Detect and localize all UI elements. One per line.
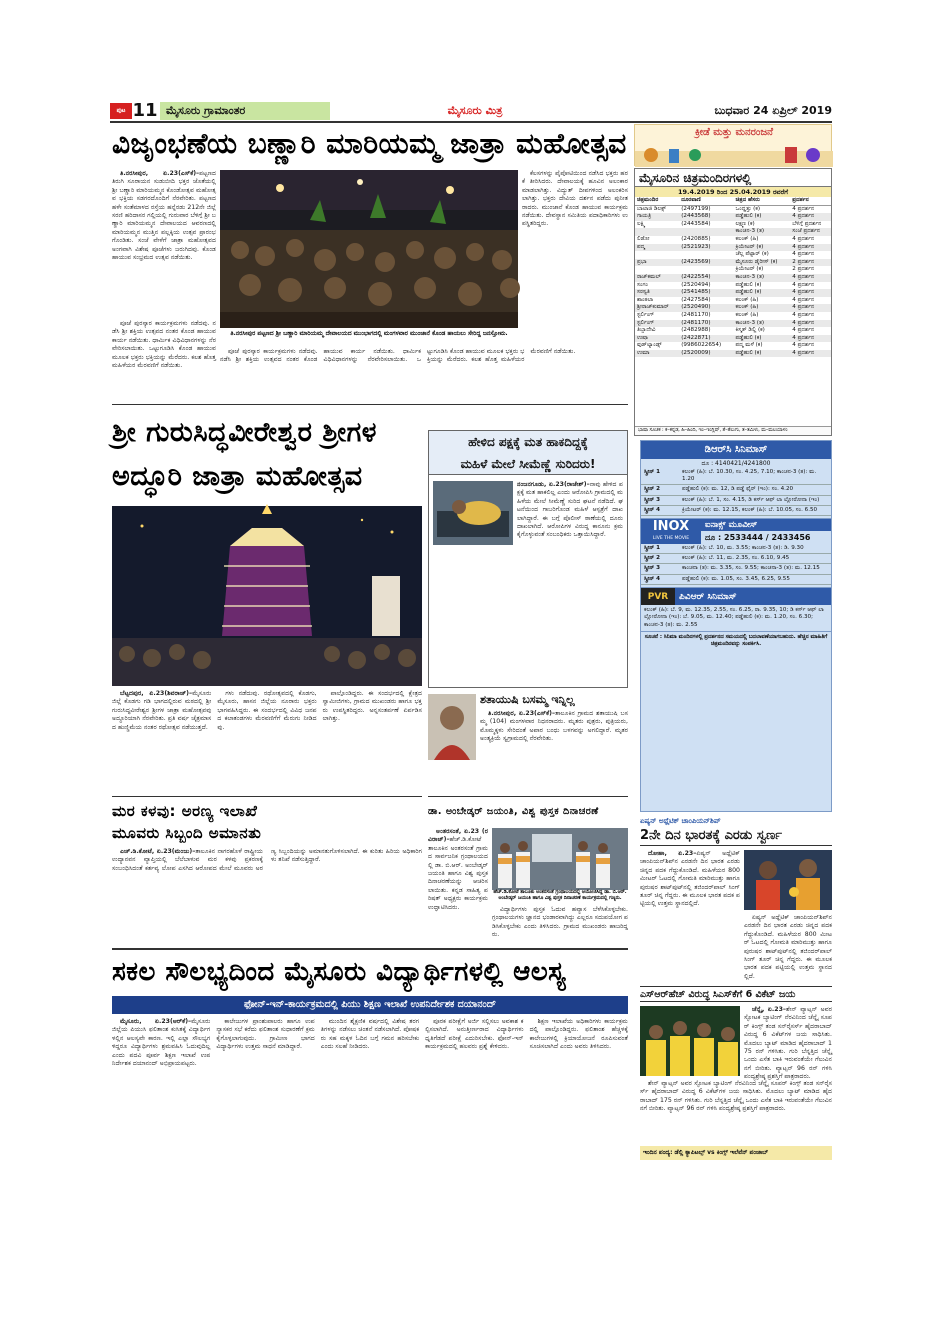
table-cell: ಕಲಂಕ್ (ಹಿ) — [735, 311, 759, 318]
page-header — [110, 100, 832, 122]
story1-text-col1: ಪಟ್ಟಣದ ತಿರುಗಿ ಸೂರಾಯನ ಸುಡುಬೀದಿ ಭಕ್ತರ ಜೊತೆಯಲ್ಲಿ ಶ್ರೀ ಬಣ್ಣಾರಿ ಮಾರಿಯಮ್ಮನ ಕೊಂಡೋತ್ಸವ ಮಹೋತ್ಸವ ಭಕ್ತಿಯ ಸಡಗರದೊಂದಿಗೆ ನೆರವೇರಿತು. ಪಟ್ಟಣದ ಹಳೇ ಸಂತೆಮಾಳದ ರಸ್ತೆಯ ಹನ್ನೆರಡು 212ನೇ ಜಿಲ್ಲೆ ಸರಣಿ ಹರಿದಾಸರ ಗಲ್ಲಿಯಲ್ಲಿ ಗುರುವಾರ ಬೆಳಿಗ್ಗೆ ಶ್ರೀ ಬಣ್ಣಾರಿ ಮಾರಿಯಮ್ಮನ ದೇವಾಲಯದ ಆವರಣದಲ್ಲಿ ಮಾರಿಯಮ್ಮನ ಮುತ್ತಿನ ಪಲ್ಲಕ್ಕಿಯ ಉತ್ಸವ ಪ್ರಾರಂಭಗೊಂಡಿತು. ಸಂಜೆ ವೇಳೆಗೆ ಜಾತ್ರಾ ಮಹೋತ್ಸವದ ಅಂಗವಾಗಿ ವಿಶೇಷ ಪೂಜೆಗಳು ಜರುಗಿದವು. ಕೊಂಡ ಹಾಯುವ ಸಂಭ್ರಮದ ಉತ್ಸವ ನಡೆಯಿತು. — [112, 170, 216, 262]
story5-body — [480, 710, 628, 790]
pvr-header — [641, 587, 831, 605]
table-cell: (2481170) — [679, 320, 733, 328]
crowd-photo — [220, 170, 518, 328]
table-row — [635, 244, 831, 252]
table-cell: 4 ಪ್ರದರ್ಶನ — [792, 235, 815, 242]
table-cell: 4 ಪ್ರದರ್ಶನ — [790, 274, 831, 282]
table-row — [635, 205, 831, 213]
sports2-body — [744, 1006, 832, 1081]
table-row — [635, 327, 831, 335]
story1-text-col2: ಕೆಲಸಗಳನ್ನು ಪೈಪೋಟಿಯಿಂದ ನಡೆಸಿದ ಭಕ್ತರು ಹರಕೆ ತೀರಿಸಿದರು. ದೇವಾಲಯಕ್ಕೆ ಹೂವಿನ ಅಲಂಕಾರ ಮಾಡಲಾಗಿತ್ತು. ವಿದ್ಯುತ್ ದೀಪಗಳಿಂದ ಅಲಂಕರಿಸಲಾಗಿತ್ತು. ಭಕ್ತರು ದೇವಿಯ ದರ್ಶನ ಪಡೆದು ಪುನೀತರಾದರು. ಮುಂಜಾನೆ ಕೊಂಡ ಹಾಯುವ ಕಾರ್ಯಕ್ರಮ ನಡೆಯಿತು. ದೇವಸ್ಥಾನ ಸಮಿತಿಯ ಪದಾಧಿಕಾರಿಗಳು ಉಪಸ್ಥಿತರಿದ್ದರು. — [522, 170, 628, 228]
showtimes: ಪಡ್ಡೆಹುಲಿ (ಕ): ಮ. 12, ಡಿ ಪಡ್ಡೆ ಫೈರ್ (ಇಂ): ಸಂ. 4.20 — [682, 486, 794, 493]
table-cell: 4 ಪ್ರದರ್ಶನ — [792, 342, 815, 349]
story1-dateline: ತಿ.ನರಸೀಪುರ, ಏ.23(ಎಸ್‌ಕೆ)– — [120, 170, 200, 177]
showtimes: ಪಡ್ಡೆಹುಲಿ (ಕ): ಮ. 1.05, ಸಂ. 3.45, 6.25, 9.55 — [682, 575, 790, 582]
list-item — [641, 506, 831, 516]
table-cell: (2497199) — [681, 205, 711, 212]
page-number: 11 — [132, 100, 158, 121]
story6-body-right — [492, 906, 628, 944]
table-row — [635, 335, 831, 343]
inox-header — [641, 518, 831, 544]
table-cell: ಕ್ರಿಯೇಟರ್ (ಕ) — [734, 244, 791, 252]
story1-text-bottom-2: ಪೂಜೆ ಪುರಸ್ಕಾರ ಕಾರ್ಯಕ್ರಮಗಳು ನಡೆದವು. ನಡೆಸಿ ಶ್ರೀ ಶಕ್ತಿಯ ಉತ್ಸವದ ನಂತರ ಕೊಂಡ ಹಾಯುವ ಕಾರ್ಯ ನಡೆಯಿತು. ಧಾರ್ಮಿಕ ವಿಧಿವಿಧಾನಗಳನ್ನು ನೆರವೇರಿಸಲಾಯಿತು. ಒಟ್ಟುಗೂಡಿಸಿ ಕೊಂಡ ಹಾಯುವ ಮೂಲಕ ಭಕ್ತರು ಭಕ್ತಿಯನ್ನು ಮೆರೆದರು. ಕಲಶ ಹೊತ್ತ ಮಹಿಳೆಯರ ಮೆರವಣಿಗೆ ನಡೆಯಿತು. — [220, 348, 576, 364]
sports1-block — [640, 816, 832, 982]
entertainment-banner-title: ಕ್ರೀಡೆ ಮತ್ತು ಮನರಂಜನೆ — [694, 127, 774, 138]
theatres-header-cell: ದೂರವಾಣಿ — [681, 197, 701, 203]
page-label: ಪುಟ — [110, 103, 132, 119]
story1-text-bottom: ಪೂಜೆ ಪುರಸ್ಕಾರ ಕಾರ್ಯಕ್ರಮಗಳು ನಡೆದವು. ನಡೆಸಿ ಶ್ರೀ ಶಕ್ತಿಯ ಉತ್ಸವದ ನಂತರ ಕೊಂಡ ಹಾಯುವ ಕಾರ್ಯ ನಡೆಯಿತು. ಧಾರ್ಮಿಕ ವಿಧಿವಿಧಾನಗಳನ್ನು ನೆರವೇರಿಸಲಾಯಿತು. ಒಟ್ಟುಗೂಡಿಸಿ ಕೊಂಡ ಹಾಯುವ ಮೂಲಕ ಭಕ್ತರು ಭಕ್ತಿಯನ್ನು ಮೆರೆದರು. ಕಲಶ ಹೊತ್ತ ಮಹಿಳೆಯರ ಮೆರವಣಿಗೆ ನಡೆಯಿತು. — [112, 320, 216, 370]
story7-text-col5: ಶಿಕ್ಷಣ ಇಲಾಖೆಯ ಅಧಿಕಾರಿಗಳು ಕಾರ್ಯಕ್ರಮದಲ್ಲಿ ಪಾಲ್ಗೊಂಡಿದ್ದರು. ಫಲಿತಾಂಶ ಹೆಚ್ಚಳಕ್ಕೆ ಕಾಲೇಜುಗಳಲ್ಲಿ ಕ್ರಿಯಾಯೋಜನೆ ರೂಪಿಸುವಂತೆ ಸೂಚಿಸಲಾಗಿದೆ ಎಂದು ಅವರು ತಿಳಿಸಿದರು. — [529, 1018, 628, 1051]
table-cell: ಲಕ್ಷ್ಮಣ (ಕ) — [735, 220, 755, 227]
table-cell: 4 ಪ್ರದರ್ಶನ — [790, 320, 831, 328]
screen-label: ಸ್ಕ್ರೀನ್ 1 — [644, 545, 661, 552]
table-row — [635, 297, 831, 305]
table-cell: ಲಿಡೋ — [637, 235, 650, 242]
story2-text-col1: ಮೈಸೂರು ಜಿಲ್ಲೆ ಕೊಡಗು ಗಡಿ ಭಾಗದಲ್ಲಿರುವ ಮಠದಲ್ಲಿ ಶ್ರೀ ಗುರುಸಿದ್ಧವೀರೇಶ್ವರ ಶ್ರೀಗಳ ಜಾತ್ರಾ ಮಹೋತ್ಸವವು ಅದ್ಧೂರಿಯಾಗಿ ನೆರವೇರಿತು. ಪ್ರತಿ ವರ್ಷ ಚೈತ್ರಮಾಸದ ಹುಣ್ಣಿಮೆಯ ನಂತರ ರಥೋತ್ಸವ ನಡೆಯುತ್ತದೆ. — [112, 690, 212, 731]
inox-schedule — [641, 544, 831, 585]
cricket-team-photo — [640, 1006, 740, 1076]
table-cell: (2541485) — [679, 289, 733, 297]
screen-label: ಸ್ಕ್ರೀನ್ 1 — [644, 469, 661, 475]
story3-dateline: ನಂಜನಗೂಡು, ಏ.23(ರಾಜೇಶ್)– — [517, 481, 590, 488]
table-cell: (2427584) — [681, 296, 711, 303]
list-item — [641, 564, 831, 574]
table-cell: ಶಾಂತಲಾ — [637, 296, 654, 303]
table-cell: (2482988) — [681, 327, 711, 334]
table-cell: ಸಂಜೆ ಪ್ರದರ್ಶನ — [790, 228, 831, 236]
table-row — [635, 274, 831, 282]
sports2-body-2 — [640, 1080, 832, 1144]
table-cell: (2520494) — [681, 281, 711, 288]
sports1-photo — [744, 850, 832, 910]
table-cell: (9986022654) — [681, 342, 722, 349]
table-cell: ಕಲಂಕ್ (ಹಿ) — [735, 235, 759, 242]
showtimes: ಕಾಂಚನಾ (ತ): ಮ. 3.35, ಸಂ. 9.55; ಕಾಂಚನಾ-3 (ತ): ಮ. 12.15 — [682, 565, 820, 572]
pvr-title: ಪಿವಿಆರ್ ಸಿನಿಮಾಸ್ — [675, 588, 831, 605]
story3-body — [433, 481, 623, 685]
list-item — [641, 575, 831, 585]
drc-schedule — [641, 468, 831, 516]
story5-headline: ಶತಾಯುಷಿ ಬಸಮ್ಮ ಇನ್ನಿಲ್ಲ — [480, 693, 575, 706]
table-row — [635, 304, 831, 312]
story2-body — [112, 690, 422, 790]
table-cell: 2 ಪ್ರದರ್ಶನ — [792, 266, 815, 273]
table-cell: 4 ಪ್ರದರ್ಶನ — [790, 213, 831, 221]
table-cell: 4 ಪ್ರದರ್ಶನ — [790, 289, 831, 297]
table-cell: (2422871) — [679, 335, 733, 343]
table-cell: 4 ಪ್ರದರ್ಶನ — [792, 311, 815, 318]
table-cell: ಸ್ಟರ್ಲಿಂಗ್ — [637, 311, 655, 318]
chariot-festival-photo — [112, 506, 422, 686]
story2-photo — [112, 506, 422, 686]
table-row — [635, 342, 831, 350]
theatres-footnote: ಭಾಷಾ ಸೂಚಕ : ಕ–ಕನ್ನಡ, ಹಿ–ಹಿಂದಿ, ಇಂ–ಇಂಗ್ಲಿಷ್, ತೆ–ತೆಲುಗು, ತ–ತಮಿಳು, ಮ–ಮಲಯಾಳಂ — [635, 426, 831, 435]
table-cell: ಬಾಲಾಜಿ ಡಿಲಕ್ಸ್ — [637, 205, 666, 212]
table-cell: (2520490) — [679, 304, 733, 312]
showtimes: ಕಲಂಕ್ (ಹಿ): ಬೆ. 11, ಮ. 2.35, ಸಂ. 6.10, 9.45 — [682, 555, 790, 562]
screen-label: ಸ್ಕ್ರೀನ್ 4 — [644, 506, 661, 513]
table-cell: 4 ಪ್ರದರ್ಶನ — [792, 205, 815, 212]
section-name: ಮೈಸೂರು ಗ್ರಾಮಾಂತರ — [160, 102, 330, 120]
screen-label: ಸ್ಕ್ರೀನ್ 3 — [644, 496, 661, 503]
table-cell — [635, 228, 679, 236]
event-photo — [492, 828, 628, 890]
story6-headline: ಡಾ. ಅಂಬೇಡ್ಕರ್ ಜಯಂತಿ, ವಿಶ್ವ ಪುಸ್ತಕ ದಿನಾಚರಣೆ — [428, 806, 599, 817]
table-cell: ಪಡ್ಡೆಹುಲಿ (ಕ) — [734, 213, 791, 221]
table-row — [635, 259, 831, 267]
table-cell — [635, 251, 679, 259]
story7-headline: ಸಕಲ ಸೌಲಭ್ಯದಿಂದ ಮೈಸೂರು ವಿದ್ಯಾರ್ಥಿಗಳಲ್ಲಿ ಆಲಸ್ಯ — [112, 957, 567, 987]
story3-block — [428, 430, 628, 688]
table-cell: ಕಿಸ್ಮತ್ ಡಿಲ್ಲಿ (ಕ) — [735, 327, 765, 334]
list-item — [641, 485, 831, 495]
table-cell: (2521923) — [679, 244, 733, 252]
theatres-title: ಮೈಸೂರಿನ ಚಿತ್ರಮಂದಿರಗಳಲ್ಲಿ — [635, 169, 831, 187]
table-row — [635, 221, 831, 229]
sports2-fixture: ಇಂದಿನ ಪಂದ್ಯ: ಡೆಲ್ಲಿ ಕ್ಯಾಪಿಟಲ್ಸ್ vs ಕಿಂಗ್ಸ್ ಇಲೆವೆನ್ ಪಂಜಾಬ್ — [640, 1146, 832, 1160]
sports1-body-2 — [744, 914, 832, 980]
story1-body-bottom-wide — [220, 348, 628, 400]
story2-headline-line1: ಶ್ರೀ ಗುರುಸಿದ್ಧವೀರೇಶ್ವರ ಶ್ರೀಗಳ — [112, 417, 377, 448]
theatres-table-header — [635, 197, 831, 205]
table-cell: ರಾಜ್‌ಕಮಲ್ — [635, 274, 679, 282]
table-cell: 2 ಪ್ರದರ್ಶನ — [790, 259, 831, 267]
story7-text-col4: ಪೂರಕ ಪರೀಕ್ಷೆಗೆ ಅರ್ಜಿ ಸಲ್ಲಿಸಲು ಅವಕಾಶ ಕಲ್ಪಿಸಲಾಗಿದೆ. ಅನುತ್ತೀರ್ಣರಾದ ವಿದ್ಯಾರ್ಥಿಗಳು ಧೃತಿಗೆಡದೆ ಪರೀಕ್ಷೆ ಎದುರಿಸಬೇಕು. ಫೋನ್-ಇನ್ ಕಾರ್ಯಕ್ರಮದಲ್ಲಿ ಹಲವರು ಪ್ರಶ್ನೆ ಕೇಳಿದರು. — [425, 1018, 524, 1051]
theatres-table — [635, 197, 831, 357]
sports2-text: ಶೇನ್ ವ್ಯಾಟ್ಸನ್ ಅವರ ಸ್ಫೋಟಕ ಬ್ಯಾಟಿಂಗ್ ನೆರವಿನಿಂದ ಚೆನ್ನೈ ಸೂಪರ್ ಕಿಂಗ್ಸ್ ತಂಡ ಸನ್‌ರೈಸರ್ಸ್ ಹೈದರಾಬಾದ್ ವಿರುದ್ಧ 6 ವಿಕೆಟ್‌ಗಳ ಜಯ ಸಾಧಿಸಿತು. ಮೊದಲು ಬ್ಯಾಟ್ ಮಾಡಿದ ಹೈದರಾಬಾದ್ 175 ರನ್ ಗಳಿಸಿತು. ಗುರಿ ಬೆನ್ನತ್ತಿದ ಚೆನ್ನೈ ಒಂದು ಎಸೆತ ಬಾಕಿ ಇರುವಂತೆಯೇ ಗೆಲುವಿನ ನಗೆ ಬೀರಿತು. ವ್ಯಾಟ್ಸನ್ 96 ರನ್ ಗಳಿಸಿ ಪಂದ್ಯಶ್ರೇಷ್ಠ ಪ್ರಶಸ್ತಿಗೆ ಪಾತ್ರರಾದರು. — [744, 1006, 832, 1081]
table-cell: ಕಾಂಚನ-3 (ತ) — [734, 320, 791, 328]
story3-text: ನಾವು ಹೇಳಿದ ಪಕ್ಷಕ್ಕೆ ಮತ ಹಾಕಲಿಲ್ಲ ಎಂದು ಆರೋಪಿಸಿ ಗ್ರಾಮದಲ್ಲಿ ಮಹಿಳೆಯ ಮೇಲೆ ಸೀಮೆಣ್ಣೆ ಸುರಿದ ಘಟನೆ ನಡೆದಿದೆ. ಘಟನೆಯಿಂದ ಗಾಬರಿಗೊಂಡ ಮಹಿಳೆ ಆಸ್ಪತ್ರೆಗೆ ದಾಖಲಾಗಿದ್ದಾರೆ. ಈ ಬಗ್ಗೆ ಪೊಲೀಸ್ ಠಾಣೆಯಲ್ಲಿ ದೂರು ದಾಖಲಾಗಿದೆ. ಆರೋಪಿಗಳ ವಿರುದ್ಧ ಕಾನೂನು ಕ್ರಮ ಕೈಗೊಳ್ಳುವಂತೆ ಸಂಬಂಧಿಕರು ಒತ್ತಾಯಿಸಿದ್ದಾರೆ. — [517, 481, 623, 539]
table-row — [635, 266, 831, 274]
table-cell: ಪಡ್ಡೆಹುಲಿ (ಕ) — [734, 289, 791, 297]
list-item — [641, 554, 831, 564]
theatres-header-cell: ಚಿತ್ರಮಂದಿರ — [637, 197, 659, 203]
story7-text-col2: ಕಾಲೇಜುಗಳ ಪ್ರಾಂಶುಪಾಲರು ಹಾಗೂ ಉಪನ್ಯಾಸಕರ ಸಭೆ ಕರೆದು ಫಲಿತಾಂಶ ಸುಧಾರಣೆಗೆ ಕ್ರಮ ಕೈಗೊಳ್ಳಲಾಗುವುದು. ಗ್ರಾಮೀಣ ಭಾಗದ ವಿದ್ಯಾರ್ಥಿಗಳು ಉತ್ತಮ ಸಾಧನೆ ಮಾಡಿದ್ದಾರೆ. — [216, 1018, 315, 1051]
showtimes: ಕಲಂಕ್ (ಹಿ): ಬೆ. 1, ಸಂ. 4.15, ಡಿ ಕರ್ಸ್ ಆಫ್ ಲಾ ಲ್ಲೋರೋನಾ (ಇಂ) — [682, 496, 820, 503]
story2-text-col3: ಪಾಲ್ಗೊಂಡಿದ್ದರು. ಈ ಸಂದರ್ಭದಲ್ಲಿ ಕ್ಷೇತ್ರದ ಸ್ವಾಮೀಜಿಗಳು, ಗ್ರಾಮದ ಮುಖಂಡರು ಹಾಗೂ ಭಕ್ತರು ಉಪಸ್ಥಿತರಿದ್ದರು. ಅನ್ನಸಂತರ್ಪಣೆ ಏರ್ಪಡಿಸಲಾಗಿತ್ತು. — [322, 690, 422, 723]
table-row — [635, 251, 831, 259]
table-cell — [679, 251, 733, 259]
table-cell — [679, 266, 733, 274]
table-cell: ಪದ್ಮ — [635, 244, 679, 252]
sports1-dateline: ದೋಹಾ, ಏ.23– — [648, 850, 697, 857]
story1-body-right — [522, 170, 628, 348]
table-cell: 4 ಪ್ರದರ್ಶನ — [790, 244, 831, 252]
table-cell: ಲಕ್ಷ್ಮಿ — [637, 220, 646, 227]
table-cell: (2481170) — [681, 311, 711, 318]
theatres-period: 19.4.2019 ರಿಂದ 25.04.2019 ರವರೆಗೆ — [635, 187, 831, 197]
table-cell: ಉಮಾ — [635, 350, 679, 358]
story1-body-left — [112, 170, 216, 316]
table-cell: ಕ್ರಿಯೇಟರ್ (ಕ) — [735, 266, 764, 273]
table-cell: (2443584) — [681, 220, 711, 227]
inox-tagline: LIVE THE MOVIE — [652, 536, 690, 542]
theatres-table-body — [635, 205, 831, 357]
table-cell: ಮೈಸೂರು ಡೈರೀಸ್ (ಕ) — [734, 259, 791, 267]
table-cell: ಸ್ಟರ್ಲಿಂಗ್ — [635, 320, 679, 328]
story5-photo — [428, 694, 476, 760]
table-cell: ಪ್ರಭಾ — [635, 259, 679, 267]
story7-text-col3: ಮುಂದಿನ ಶೈಕ್ಷಣಿಕ ವರ್ಷದಲ್ಲಿ ವಿಶೇಷ ತರಗತಿಗಳನ್ನು ನಡೆಸಲು ಚಿಂತನೆ ನಡೆಸಲಾಗಿದೆ. ಪೋಷಕರು ಸಹ ಮಕ್ಕಳ ಓದಿನ ಬಗ್ಗೆ ಗಮನ ಹರಿಸಬೇಕು ಎಂದು ಸಲಹೆ ನೀಡಿದರು. — [320, 1018, 420, 1051]
story7-dateline: ಮೈಸೂರು, ಏ.23(ಆರ್‌ಕೆ)– — [120, 1018, 192, 1025]
table-row — [635, 228, 831, 236]
sports2-text-2: ಶೇನ್ ವ್ಯಾಟ್ಸನ್ ಅವರ ಸ್ಫೋಟಕ ಬ್ಯಾಟಿಂಗ್ ನೆರವಿನಿಂದ ಚೆನ್ನೈ ಸೂಪರ್ ಕಿಂಗ್ಸ್ ತಂಡ ಸನ್‌ರೈಸರ್ಸ್ ಹೈದರಾಬಾದ್ ವಿರುದ್ಧ 6 ವಿಕೆಟ್‌ಗಳ ಜಯ ಸಾಧಿಸಿತು. ಮೊದಲು ಬ್ಯಾಟ್ ಮಾಡಿದ ಹೈದರಾಬಾದ್ 175 ರನ್ ಗಳಿಸಿತು. ಗುರಿ ಬೆನ್ನತ್ತಿದ ಚೆನ್ನೈ ಒಂದು ಎಸೆತ ಬಾಕಿ ಇರುವಂತೆಯೇ ಗೆಲುವಿನ ನಗೆ ಬೀರಿತು. ವ್ಯಾಟ್ಸನ್ 96 ರನ್ ಗಳಿಸಿ ಪಂದ್ಯಶ್ರೇಷ್ಠ ಪ್ರಶಸ್ತಿಗೆ ಪಾತ್ರರಾದರು. — [640, 1080, 832, 1113]
table-cell: ಕಲಂಕ್ (ಹಿ) — [734, 304, 791, 312]
athletes-photo — [744, 850, 832, 910]
story6-body-left — [428, 828, 488, 944]
showtimes: ಕಲಂಕ್ (ಹಿ): ಬೆ. 10, ಮ. 3.55; ಕಾಂಚನ-3 (ತ): ಡಿ. 9.30 — [682, 545, 804, 552]
story6-text-col2: ವಿದ್ಯಾರ್ಥಿಗಳು ಪುಸ್ತಕ ಓದುವ ಹವ್ಯಾಸ ಬೆಳೆಸಿಕೊಳ್ಳಬೇಕು. ಗ್ರಂಥಾಲಯಗಳು ಜ್ಞಾನದ ಭಂಡಾರವಾಗಿದ್ದು ಎಲ್ಲರೂ ಸದುಪಯೋಗ ಪಡಿಸಿಕೊಳ್ಳಬೇಕು ಎಂದು ತಿಳಿಸಿದರು. ಗ್ರಾಮದ ಮುಖಂಡರು ಹಾಜರಿದ್ದರು. — [492, 906, 628, 939]
entertainment-banner — [634, 124, 832, 166]
story2-text-col2: ಗಳು ನಡೆದುವು. ರಥೋತ್ಸವದಲ್ಲಿ ಕೊಡಗು, ಮೈಸೂರು, ಹಾಸನ ಜಿಲ್ಲೆಯ ನೂರಾರು ಭಕ್ತರು ಭಾಗವಹಿಸಿದ್ದರು. ಈ ಸಂದರ್ಭದಲ್ಲಿ ವಿವಿಧ ಜನಪದ ಕಲಾತಂಡಗಳು ಮೆರವಣಿಗೆಗೆ ಮೆರುಗು ನೀಡಿದವು. — [217, 690, 317, 731]
table-cell: 4 ಪ್ರದರ್ಶನ — [790, 350, 831, 358]
table-cell: 4 ಪ್ರದರ್ಶನ — [792, 281, 815, 288]
sports2-photo — [640, 1006, 740, 1076]
story7-body — [112, 1018, 628, 1158]
table-cell: ವುಡ್‌ಲ್ಯಾಂಡ್ಸ್ — [637, 342, 662, 349]
story4-dateline: ಎಚ್.ಡಿ.ಕೋಟೆ, ಏ.23(ಮಂಜು)– — [120, 848, 196, 855]
inox-phone: ದೂ : 2533444 / 2433456 — [705, 533, 811, 543]
table-cell: (2420885) — [681, 235, 711, 242]
inox-logo-text: INOX — [652, 519, 690, 535]
list-item — [641, 496, 831, 506]
pvr-logo: PVR — [641, 588, 675, 605]
table-cell: ಒಂದ್ಹತ್ತು (ಕ) — [735, 205, 761, 212]
sports1-kicker: ಏಷ್ಯನ್ ಅಥ್ಲೆಟಿಕ್ ಚಾಂಪಿಯನ್‌ಶಿಪ್ — [640, 817, 721, 825]
table-cell: 4 ಪ್ರದರ್ಶನ — [790, 335, 831, 343]
theatres-header-cell: ಪ್ರದರ್ಶನ — [792, 197, 809, 203]
story2-dateline: ಬೆಟ್ಟದಪುರ, ಏ.23(ಶಿವರಾಜ್)– — [120, 690, 193, 697]
table-cell: ಕಾಂಚನ-3 (ತ) — [734, 228, 791, 236]
story2-headline-line2: ಅದ್ಧೂರಿ ಜಾತ್ರಾ ಮಹೋತ್ಸವ — [112, 461, 363, 492]
theatres-header-cell: ಚಿತ್ರದ ಹೆಸರು — [735, 197, 760, 203]
screen-label: ಸ್ಕ್ರೀನ್ 4 — [644, 575, 661, 582]
table-cell: ಗಾಯತ್ರಿ — [635, 213, 679, 221]
sports1-text: ಏಷ್ಯನ್ ಅಥ್ಲೆಟಿಕ್ ಚಾಂಪಿಯನ್‌ಶಿಪ್‌ನ ಎರಡನೇ ದಿನ ಭಾರತ ಎರಡು ಚಿನ್ನದ ಪದಕ ಗೆದ್ದುಕೊಂಡಿದೆ. ಮಹಿಳೆಯರ 800 ಮೀಟರ್ ಓಟದಲ್ಲಿ ಗೋಮತಿ ಮಾರಿಮುತ್ತು ಹಾಗೂ ಪುರುಷರ ಶಾಟ್‌ಪುಟ್‌ನಲ್ಲಿ ತಜಿಂದರ್‌ಪಾಲ್ ಸಿಂಗ್ ತೂರ್ ಚಿನ್ನ ಗೆದ್ದರು. ಈ ಮೂಲಕ ಭಾರತ ಪದಕ ಪಟ್ಟಿಯಲ್ಲಿ ಉತ್ತಮ ಸ್ಥಾನದಲ್ಲಿದೆ. — [640, 850, 741, 908]
table-row — [635, 320, 831, 328]
table-cell — [679, 228, 733, 236]
table-cell: ಪಡ್ಡೆಹುಲಿ (ಕ) — [735, 281, 762, 288]
screen-label: ಸ್ಕ್ರೀನ್ 2 — [644, 486, 661, 493]
story6-dateline: ಅಂತರಸಂತೆ, ಏ.23 (ರವಿರಾಜ್)– — [428, 828, 488, 844]
cinema-note: ಸೂಚನೆ : ಸಿನಿಮಾ ಮಂದಿರಗಳಲ್ಲಿ ಪ್ರದರ್ಶನದ ಸಮಯದಲ್ಲಿ ಬದಲಾವಣೆಯಾಗಬಹುದು. ಹೆಚ್ಚಿನ ಮಾಹಿತಿಗೆ ಚಿತ್ರಮಂದಿರವನ್ನು ಸಂಪರ್ಕಿಸಿ. — [641, 631, 831, 650]
story4-headline-line2: ಮೂವರು ಸಿಬ್ಬಂದಿ ಅಮಾನತು — [112, 824, 262, 842]
story6-photo — [492, 828, 628, 890]
story4-headline-line1: ಮರ ಕಳವು: ಅರಣ್ಯ ಇಲಾಖೆ — [112, 802, 258, 820]
showtimes: ಕ್ರಿಯೇಟರ್ (ಕ): ಮ. 12.15, ಕಲಂಕ್ (ಹಿ): ಬೆ. 10.05, ಸಂ. 6.50 — [682, 506, 818, 513]
list-item — [641, 544, 831, 554]
pvr-schedule: ಕಲಂಕ್ (ಹಿ): ಬೆ. 9, ಮ. 12.35, 2.55, ಸಂ. 6.25, ರಾ. 9.35, 10; ಡಿ ಕರ್ಸ್ ಆಫ್ ಲಾ ಲ್ಲೋರೋನಾ (ಇಂ): ಬೆ. 9.05, ಮ. 12.40; ಪಡ್ಡೆಹುಲಿ (ಕ): ಮ. 1.20, ಸಂ. 6.30; ಕಾಂಚನ-3 (ತ): ಮ. 2.55 — [644, 606, 824, 628]
theatres-listing — [634, 168, 832, 436]
table-cell: 4 ಪ್ರದರ್ಶನ — [792, 251, 815, 258]
table-cell: ಉಷಾ — [635, 335, 679, 343]
story4-body — [112, 848, 422, 944]
sports1-body — [640, 850, 740, 980]
table-cell: ಕಾಂಚನ-3 (ತ) — [734, 274, 791, 282]
table-cell: ಸರಸ್ವತಿ — [635, 289, 679, 297]
table-row — [635, 213, 831, 221]
story3-headline-line1: ಹೇಳಿದ ಪಕ್ಷಕ್ಕೆ ಮತ ಹಾಕದಿದ್ದಕ್ಕೆ — [429, 431, 627, 453]
story1-photo — [220, 170, 518, 328]
table-cell: (2520009) — [679, 350, 733, 358]
sports1-text-2: ಏಷ್ಯನ್ ಅಥ್ಲೆಟಿಕ್ ಚಾಂಪಿಯನ್‌ಶಿಪ್‌ನ ಎರಡನೇ ದಿನ ಭಾರತ ಎರಡು ಚಿನ್ನದ ಪದಕ ಗೆದ್ದುಕೊಂಡಿದೆ. ಮಹಿಳೆಯರ 800 ಮೀಟರ್ ಓಟದಲ್ಲಿ ಗೋಮತಿ ಮಾರಿಮುತ್ತು ಹಾಗೂ ಪುರುಷರ ಶಾಟ್‌ಪುಟ್‌ನಲ್ಲಿ ತಜಿಂದರ್‌ಪಾಲ್ ಸಿಂಗ್ ತೂರ್ ಚಿನ್ನ ಗೆದ್ದರು. ಈ ಮೂಲಕ ಭಾರತ ಪದಕ ಪಟ್ಟಿಯಲ್ಲಿ ಉತ್ತಮ ಸ್ಥಾನದಲ್ಲಿದೆ. — [744, 914, 832, 980]
sports1-headline: 2ನೇ ದಿನ ಭಾರತಕ್ಕೆ ಎರಡು ಸ್ವರ್ಣ — [640, 826, 832, 846]
showtimes: ಕಲಂಕ್ (ಹಿ): ಬೆ. 10.30, ಸಂ. 4.25, 7.10; ಕಾಂಚನ-3 (ತ): ಮ. 1.20 — [682, 469, 817, 483]
story5-dateline: ತಿ.ನರಸೀಪುರ, ಏ.23(ಎಸ್‌ಕೆ)– — [488, 710, 556, 717]
portrait-photo — [428, 694, 476, 760]
table-row — [635, 282, 831, 290]
story1-headline: ವಿಜೃಂಭಣೆಯ ಬಣ್ಣಾರಿ ಮಾರಿಯಮ್ಮ ಜಾತ್ರಾ ಮಹೋತ್ಸವ — [112, 127, 627, 160]
story4-text: ತಾಲೂಕಿನ ನಾಗರಹೊಳೆ ರಾಷ್ಟ್ರೀಯ ಉದ್ಯಾನವನ ವ್ಯಾಪ್ತಿಯಲ್ಲಿ ಬೆಲೆಬಾಳುವ ಮರ ಕಳವು ಪ್ರಕರಣಕ್ಕೆ ಸಂಬಂಧಿಸಿದಂತೆ ಕರ್ತವ್ಯ ಲೋಪ ಎಸಗಿದ ಆರೋಪದ ಮೇಲೆ ಮೂವರು ಅರಣ್ಯ ಸಿಬ್ಬಂದಿಯನ್ನು ಅಮಾನತುಗೊಳಿಸಲಾಗಿದೆ. ಈ ಕುರಿತು ಹಿರಿಯ ಅಧಿಕಾರಿಗಳು ತನಿಖೆ ನಡೆಸುತ್ತಿದ್ದಾರೆ. — [112, 848, 422, 872]
story5-text: ತಾಲೂಕಿನ ಗ್ರಾಮದ ಶತಾಯುಷಿ ಬಸಮ್ಮ (104) ಮಂಗಳವಾರ ನಿಧನರಾದರು. ಮೃತರು ಪುತ್ರರು, ಪುತ್ರಿಯರು, ಮೊಮ್ಮಕ್ಕಳು ಸೇರಿದಂತೆ ಅಪಾರ ಬಂಧು ಬಳಗವನ್ನು ಅಗಲಿದ್ದಾರೆ. ಮೃತರ ಅಂತ್ಯಕ್ರಿಯೆ ಸ್ವಗ್ರಾಮದಲ್ಲಿ ನೆರವೇರಿತು. — [480, 710, 628, 743]
table-cell: (2423569) — [679, 259, 733, 267]
sports2-headline: ಎಸ್‌ಆರ್‌ಹೆಚ್ ವಿರುದ್ಧ ಸಿಎಸ್‌ಕೆಗೆ 6 ವಿಕೆಟ್ ಜಯ — [640, 986, 832, 1002]
table-cell: ಪಡ್ಡೆಹುಲಿ (ಕ) — [734, 350, 791, 358]
cinema-panel — [640, 440, 832, 812]
table-cell: (2422554) — [679, 274, 733, 282]
table-cell: 4 ಪ್ರದರ್ಶನ — [792, 327, 815, 334]
inox-title: ಐನಾಕ್ಸ್ ಮೂವೀಸ್ — [701, 519, 831, 531]
story5-block — [428, 692, 628, 792]
table-cell: ತಿಬ್ಬಾದೇವಿ — [637, 327, 656, 334]
paper-name: ಮೈಸೂರು ಮಿತ್ರ — [447, 104, 503, 117]
table-cell: ಪದ್ಮ ಮಳೆ (ಕ) — [735, 342, 763, 349]
table-cell: ಪಡ್ಡೆಹುಲಿ (ಕ) — [734, 335, 791, 343]
sports2-dateline: ಚೆನ್ನೈ, ಏ.23– — [752, 1006, 786, 1013]
table-cell — [635, 266, 679, 274]
list-item — [641, 468, 831, 485]
table-row — [635, 289, 831, 297]
story7-subhead: ಫೋನ್-ಇನ್-ಕಾರ್ಯಕ್ರಮದಲ್ಲಿ ಪಿಯು ಶಿಕ್ಷಣ ಇಲಾಖೆ ಉಪನಿರ್ದೇಶಕ ದಯಾನಂದ್ — [112, 996, 628, 1014]
story6-text-col1: ಹೆಚ್.ಡಿ.ಕೋಟೆ ತಾಲೂಕಿನ ಅಂತರಸಂತೆ ಗ್ರಾಮದ ಸಾರ್ವಜನಿಕ ಗ್ರಂಥಾಲಯದಲ್ಲಿ ಡಾ. ಬಿ.ಆರ್. ಅಂಬೇಡ್ಕರ್ ಜಯಂತಿ ಹಾಗೂ ವಿಶ್ವ ಪುಸ್ತಕ ದಿನಾಚರಣೆಯನ್ನು ಆಚರಿಸಲಾಯಿತು. ಕನ್ನಡ ಸಾಹಿತ್ಯ ಪರಿಷತ್ ಅಧ್ಯಕ್ಷರು ಕಾರ್ಯಕ್ರಮ ಉದ್ಘಾಟಿಸಿದರು. — [428, 836, 488, 911]
table-cell: ಬೆಳಿಗ್ಗೆ ಪ್ರದರ್ಶನ — [792, 220, 822, 227]
issue-date: ಬುಧವಾರ 24 ಏಪ್ರಿಲ್ 2019 — [714, 104, 832, 117]
table-cell: 4 ಪ್ರದರ್ಶನ — [790, 304, 831, 312]
story1-photo-caption: ತಿ.ನರಸೀಪುರ ಪಟ್ಟಣದ ಶ್ರೀ ಬಣ್ಣಾರಿ ಮಾರಿಯಮ್ಮ ದೇವಾಲಯದ ಮುಂಭಾಗದಲ್ಲಿ ಮಂಗಳವಾರ ಮುಂಜಾನೆ ಕೊಂಡ ಹಾಯಲು ಸೇರಿದ್ದ ಜನಸ್ತೋಮ. — [230, 330, 508, 337]
table-cell: 4 ಪ್ರದರ್ಶನ — [792, 296, 815, 303]
story7-text-col1: ಮೈಸೂರು ಜಿಲ್ಲೆಯ ಪಿಯುಸಿ ಫಲಿತಾಂಶ ಕುಸಿತಕ್ಕೆ ವಿದ್ಯಾರ್ಥಿಗಳಲ್ಲಿನ ಆಲಸ್ಯವೇ ಕಾರಣ. ಇಲ್ಲಿ ಎಲ್ಲಾ ಸೌಲಭ್ಯಗಳಿದ್ದರೂ ವಿದ್ಯಾರ್ಥಿಗಳು ಶ್ರಮವಹಿಸಿ ಓದುವುದಿಲ್ಲ ಎಂದು ಪದವಿ ಪೂರ್ವ ಶಿಕ್ಷಣ ಇಲಾಖೆ ಉಪನಿರ್ದೇಶಕ ದಯಾನಂದ್ ಅಭಿಪ್ರಾಯಪಟ್ಟರು. — [112, 1018, 211, 1068]
story1-body-bottom — [112, 320, 216, 400]
drc-header: ಡಿಆರ್‌ಸಿ ಸಿನಿಮಾಸ್ — [641, 441, 831, 459]
screen-label: ಸ್ಕ್ರೀನ್ 2 — [644, 555, 661, 562]
table-cell: ಶ್ರೀರಾಜ್‌ಕುಮಾರ್ — [635, 304, 679, 312]
table-cell: (2443568) — [679, 213, 733, 221]
drc-phone: ದೂ : 4140421/4241800 — [701, 460, 771, 467]
inox-logo — [641, 519, 701, 544]
table-row — [635, 236, 831, 244]
story6-photo-caption: ಹೆಚ್.ಡಿ.ಕೋಟೆ ತಾಲೂಕು ಅಂತರಸಂತೆ ಗ್ರಂಥಾಲಯದಲ್ಲಿ ಆಯೋಜಿಸಿದ್ದ ಡಾ. ಬಿ.ಆರ್. ಅಂಬೇಡ್ಕರ್ ಜಯಂತಿ ಹಾಗೂ ವಿಶ್ವ ಪುಸ್ತಕ ದಿನಾಚರಣೆ ಕಾರ್ಯಕ್ರಮದಲ್ಲಿ ಗಣ್ಯರು. — [493, 890, 627, 901]
table-cell: ಚೆಲ್ಲ ಪೆಟ್ಟಾರ್ (ಕ) — [735, 251, 769, 258]
table-cell: ಸಂಗಂ — [637, 281, 648, 288]
table-row — [635, 350, 831, 358]
sports2-block — [640, 986, 832, 1162]
table-row — [635, 312, 831, 320]
screen-label: ಸ್ಕ್ರೀನ್ 3 — [644, 565, 661, 572]
table-cell: ಕಲಂಕ್ (ಹಿ) — [735, 296, 759, 303]
story3-headline-line2: ಮಹಿಳೆ ಮೇಲೆ ಸೀಮೆಣ್ಣೆ ಸುರಿದರು! — [429, 453, 627, 475]
